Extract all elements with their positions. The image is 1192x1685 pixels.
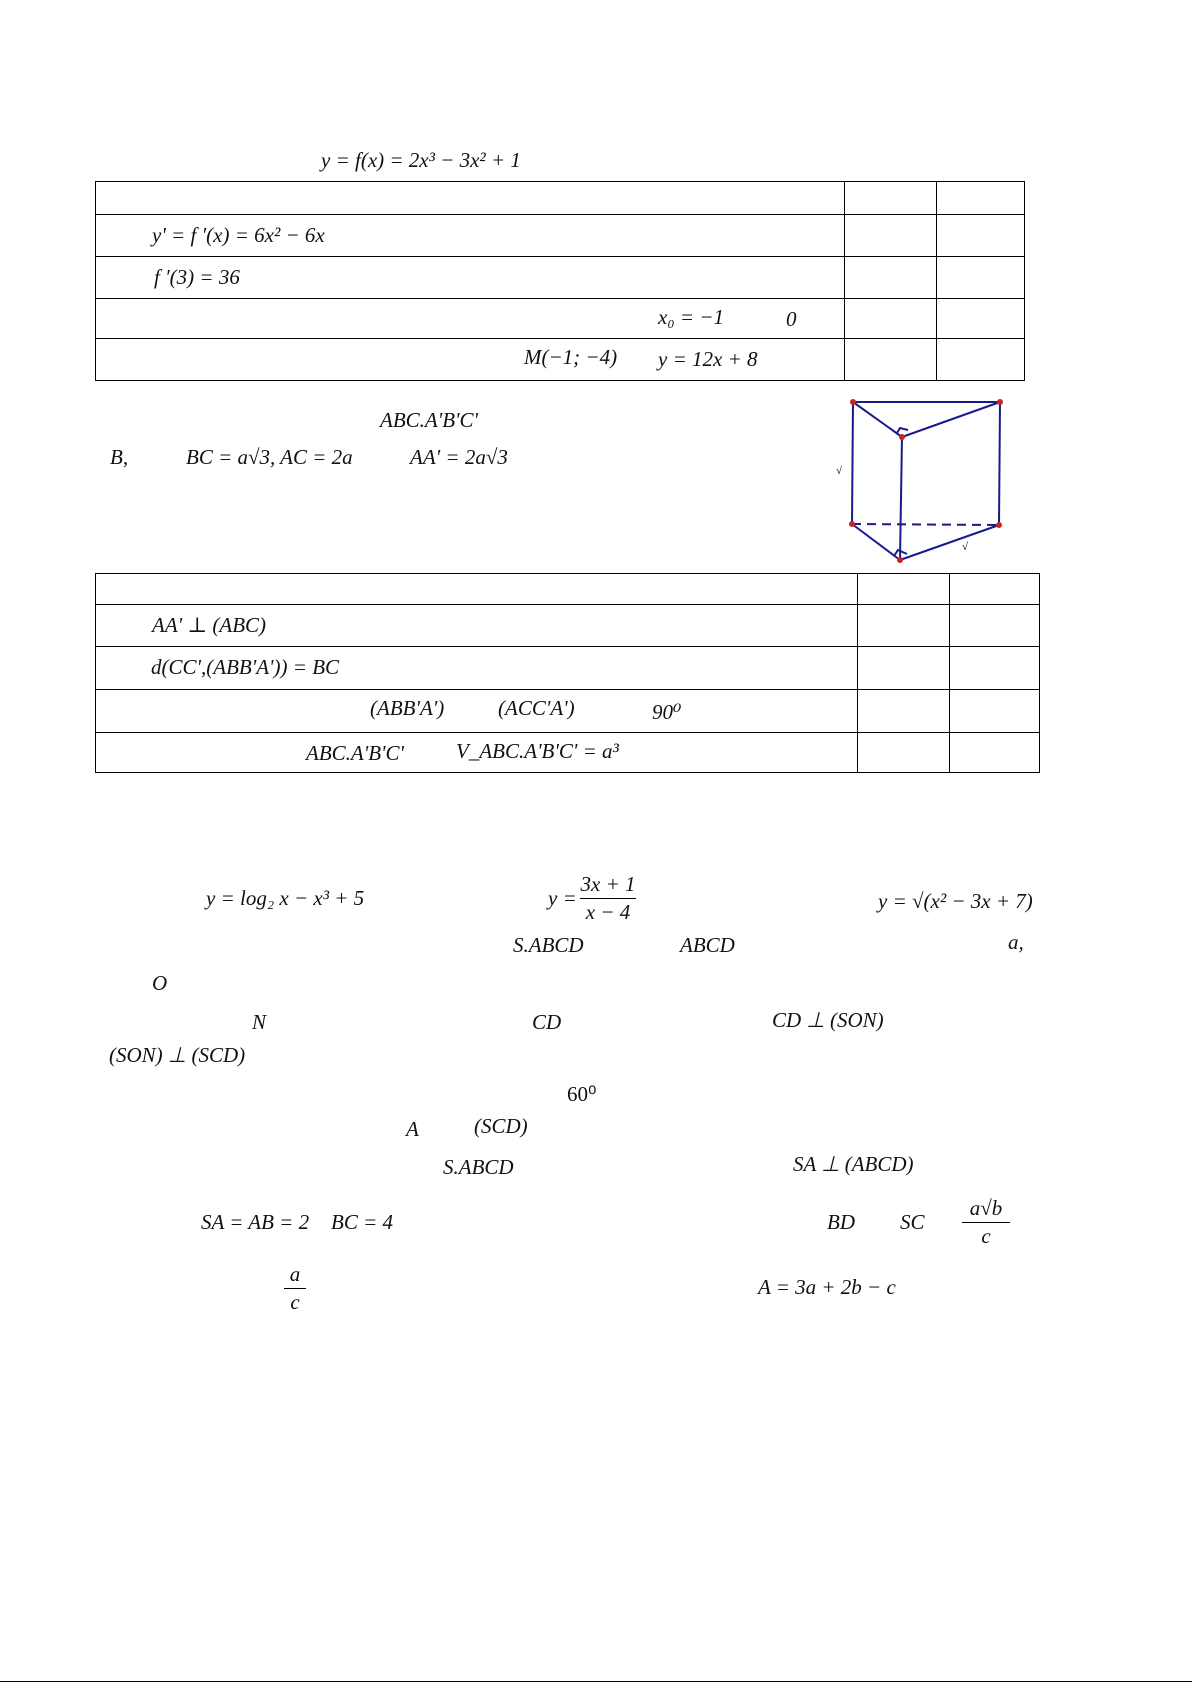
function-rational-fraction: 3x + 1 x − 4 <box>580 872 636 924</box>
solution-table-2 <box>95 573 1040 773</box>
footer-rule <box>0 1681 1192 1682</box>
function-rational-lhs: y = <box>548 886 577 910</box>
plane-acca: (ACC'A') <box>498 696 575 720</box>
right-angle-point: B, <box>110 445 129 469</box>
given-aa: AA' = 2a√3 <box>410 445 508 469</box>
side-a: a, <box>1008 930 1024 954</box>
line-sc: SC <box>900 1210 925 1234</box>
plane-scd: (SCD) <box>474 1114 528 1138</box>
answer-fraction: a√b c <box>962 1198 1010 1247</box>
plane-abba: (ABB'A') <box>370 696 445 720</box>
derivative-at-3: f ′(3) = 36 <box>154 265 240 289</box>
perp-cd-son: CD ⊥ (SON) <box>772 1008 884 1032</box>
point-n: N <box>252 1010 267 1034</box>
function-definition: y = f(x) = 2x³ − 3x² + 1 <box>321 148 521 172</box>
given-bc-ac: BC = a√3, AC = 2a <box>186 445 353 469</box>
ratio-fraction: a c <box>284 1264 306 1313</box>
prism-volume: V_ABC.A'B'C' = a³ <box>456 739 619 763</box>
point-m: M(−1; −4) <box>524 345 618 369</box>
prism-figure <box>828 392 1018 570</box>
svg-text:√: √ <box>836 465 843 477</box>
derivative: y' = f ′(x) = 6x² − 6x <box>152 223 325 247</box>
tangent-line: y = 12x + 8 <box>658 347 758 371</box>
base-square: ABCD <box>680 933 735 957</box>
pyramid-1: S.ABCD <box>513 933 584 957</box>
final-expression: A = 3a + 2b − c <box>758 1275 896 1299</box>
line-bd: BD <box>827 1210 855 1234</box>
edge-bc: BC = 4 <box>331 1210 394 1234</box>
angle-90: 90⁰ <box>652 700 682 724</box>
center-o: O <box>152 971 168 995</box>
point-a: A <box>406 1117 419 1141</box>
solution-table-1 <box>95 181 1025 381</box>
pyramid-2: S.ABCD <box>443 1155 514 1179</box>
prism-volume-label: ABC.A'B'C' <box>306 741 405 765</box>
edge-lengths: SA = AB = 2 <box>201 1210 310 1234</box>
function-log: y = log₂ x − x³ + 5 <box>206 886 365 910</box>
perpendicular-statement: AA' ⊥ (ABC) <box>152 613 267 637</box>
prism-name: ABC.A'B'C' <box>380 408 479 432</box>
distance-statement: d(CC',(ABB'A')) = BC <box>151 655 340 679</box>
critical-point: x₀ = −1 <box>658 305 724 329</box>
svg-text:√: √ <box>962 541 969 553</box>
function-sqrt: y = √(x² − 3x + 7) <box>878 889 1033 913</box>
perp-son-scd: (SON) ⊥ (SCD) <box>109 1043 246 1067</box>
angle-60: 60⁰ <box>567 1082 597 1106</box>
perp-sa-abcd: SA ⊥ (ABCD) <box>793 1152 914 1176</box>
edge-cd: CD <box>532 1010 562 1034</box>
zero-value: 0 <box>786 307 797 331</box>
